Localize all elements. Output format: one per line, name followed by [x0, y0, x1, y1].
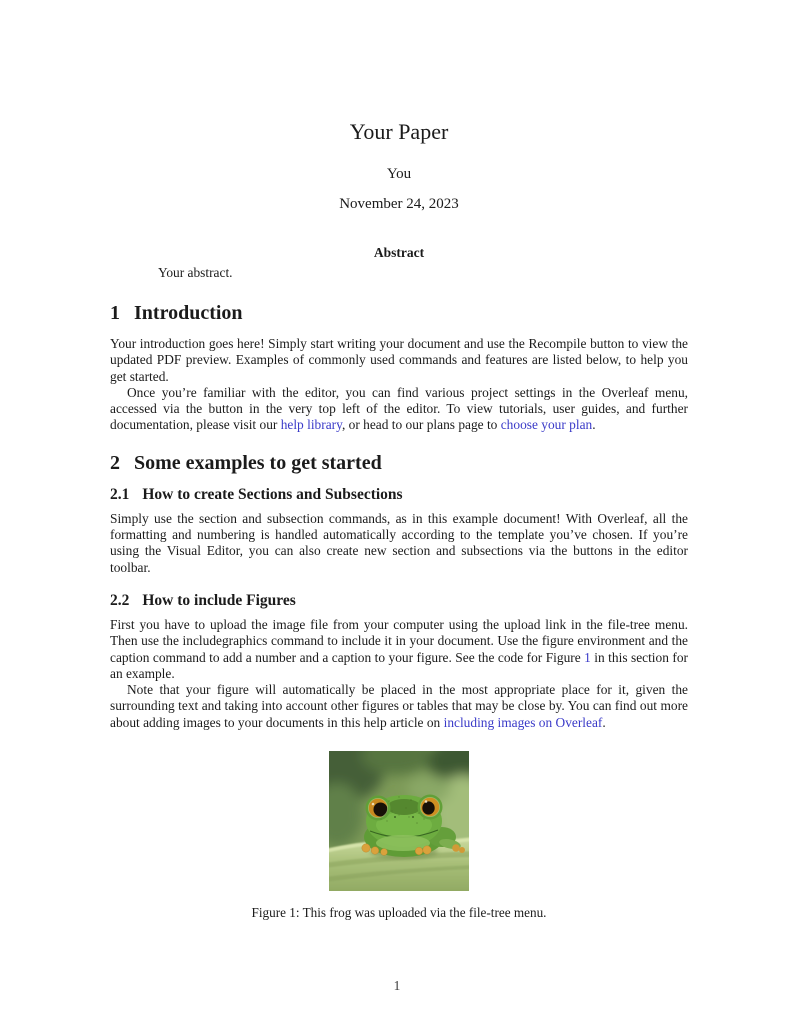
text-block — [110, 0, 688, 921]
help-library-link[interactable]: help library — [280, 417, 342, 433]
figures-paragraph-1-text: First you have to upload the image file from your computer using the upload link in the file-tree menu. Then use the includegraphics command to include it in your document. Use the figure environment and the caption command to add a number and a caption to your figure. See the code for Figure — [110, 616, 688, 665]
frog-photo-svg — [329, 751, 469, 891]
subsection-2-2-number: 2.2 — [110, 591, 130, 609]
figures-paragraph-2 — [110, 682, 688, 731]
paper-date: November 24, 2023 — [339, 196, 459, 212]
figures-paragraph-2-text: Note that your figure will automatically be placed in the most appropriate place for it, given the surrounding text and taking into account other figures or tables that may be close by. You can find out more about adding images to your documents in this help article on — [110, 682, 688, 730]
subsection-2-1-heading — [110, 486, 688, 503]
paper-author: You — [386, 166, 412, 182]
section-2-number: 2 — [110, 451, 120, 474]
section-1-title: Introduction — [134, 302, 243, 324]
figures-paragraph-1-end: in this section for an example. — [110, 649, 688, 681]
intro-paragraph-2-text: Once you’re familiar with the editor, you can find various project settings in the Overleaf menu, accessed via the button in the very top left of the editor. To view tutorials, user guides, and further documentation, please visit our — [110, 384, 688, 433]
sections-paragraph: Simply use the section and subsection commands, as in this example document! With Overleaf, all the formatting and numbering is handled automatically according to the template you’ve chosen. If you’re using the Visual Editor, you can also create new section and subsections via the buttons in the editor toolbar. — [110, 510, 688, 575]
figure-caption: Figure 1: This frog was uploaded via the file-tree menu. — [251, 905, 547, 921]
subsection-2-2-heading — [110, 592, 688, 609]
frog-figure-image — [329, 751, 469, 891]
including-images-link[interactable]: including images on Overleaf — [443, 714, 603, 730]
subsection-2-1-number: 2.1 — [110, 485, 130, 503]
section-1-number: 1 — [110, 302, 120, 324]
subsection-2-2-title: How to include Figures — [142, 591, 296, 609]
page-number: 1 — [393, 978, 401, 993]
paper-title: Your Paper — [349, 119, 449, 144]
section-2-title: Some examples to get started — [134, 451, 382, 474]
intro-paragraph-2-mid: , or head to our plans page to — [341, 417, 501, 433]
choose-your-plan-link[interactable]: choose your plan — [500, 417, 593, 433]
intro-paragraph-2-end: . — [592, 417, 596, 433]
intro-paragraph-2 — [110, 385, 688, 434]
figure-1-reference-link[interactable]: 1 — [584, 649, 591, 665]
section-2-heading — [110, 452, 688, 474]
abstract-text: Your abstract. — [158, 265, 233, 280]
figures-paragraph-2-end: . — [602, 714, 606, 730]
section-1-heading — [110, 302, 688, 324]
intro-paragraph-1: Your introduction goes here! Simply start writing your document and use the Recompile button to view the updated PDF preview. Examples of commonly used commands and features are listed below, to help you get started. — [110, 336, 688, 384]
subsection-2-1-title: How to create Sections and Subsections — [142, 485, 403, 503]
figures-paragraph-1 — [110, 617, 688, 682]
abstract-heading: Abstract — [373, 245, 425, 260]
